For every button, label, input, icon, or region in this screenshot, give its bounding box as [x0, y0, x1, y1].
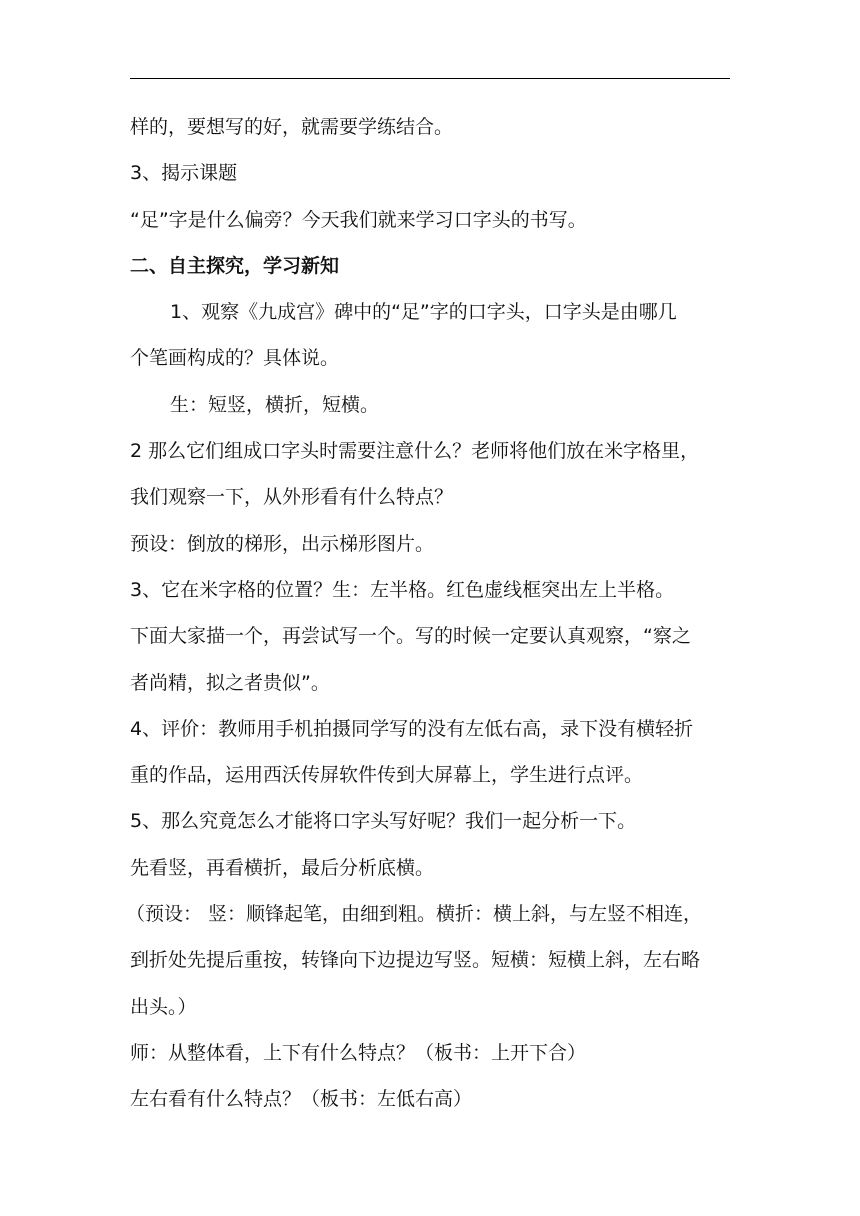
- paragraph-line: 下面大家描一个，再尝试写一个。写的时候一定要认真观察，“察之: [130, 625, 691, 648]
- paragraph-line: 生：短竖，横折，短横。: [170, 393, 380, 416]
- paragraph-line: 个笔画构成的？具体说。: [130, 347, 340, 370]
- paragraph-line: 先看竖，再看横折，最后分析底横。: [130, 856, 435, 879]
- paragraph-line: “足”字是什么偏旁？今天我们就来学习口字头的书写。: [130, 208, 587, 231]
- paragraph-line: 2 那么它们组成口字头时需要注意什么？老师将他们放在米字格里，: [130, 440, 700, 463]
- paragraph-line: 3、揭示课题: [130, 162, 238, 185]
- document-body: [126, 104, 734, 1123]
- paragraph-line: 左右看有什么特点？（板书：左低右高）: [130, 1088, 473, 1111]
- paragraph-line: 4、评价：教师用手机拍摄同学写的没有左低右高，录下没有横轻折: [130, 717, 694, 740]
- paragraph-line: 者尚精，拟之者贵似”。: [130, 671, 330, 694]
- paragraph-line: 师：从整体看，上下有什么特点？（板书：上开下合）: [130, 1041, 587, 1064]
- paragraph-line: 5、那么究竟怎么才能将口字头写好呢？我们一起分析一下。: [130, 810, 637, 833]
- paragraph-line: 我们观察一下，从外形看有什么特点？: [130, 486, 454, 509]
- paragraph-line: 预设：倒放的梯形，出示梯形图片。: [130, 532, 435, 555]
- paragraph-line: 样的，要想写的好，就需要学练结合。: [130, 116, 454, 138]
- section-heading: 二、自主探究，学习新知: [130, 254, 340, 277]
- paragraph-line: 1、观察《九成宫》碑中的“足”字的口字头，口字头是由哪几: [170, 301, 677, 324]
- paragraph-line: （预设： 竖：顺锋起笔，由细到粗。横折：横上斜，与左竖不相连，: [126, 903, 703, 926]
- paragraph-line: 出头。）: [130, 995, 197, 1018]
- paragraph-line: 到折处先提后重按，转锋向下边提边写竖。短横：短横上斜，左右略: [130, 949, 701, 972]
- paragraph-line: 重的作品，运用西沃传屏软件传到大屏幕上，学生进行点评。: [130, 764, 644, 787]
- header-rule: [130, 78, 730, 79]
- paragraph-line: 3、它在米字格的位置？生：左半格。红色虚线框突出左上半格。: [130, 578, 675, 601]
